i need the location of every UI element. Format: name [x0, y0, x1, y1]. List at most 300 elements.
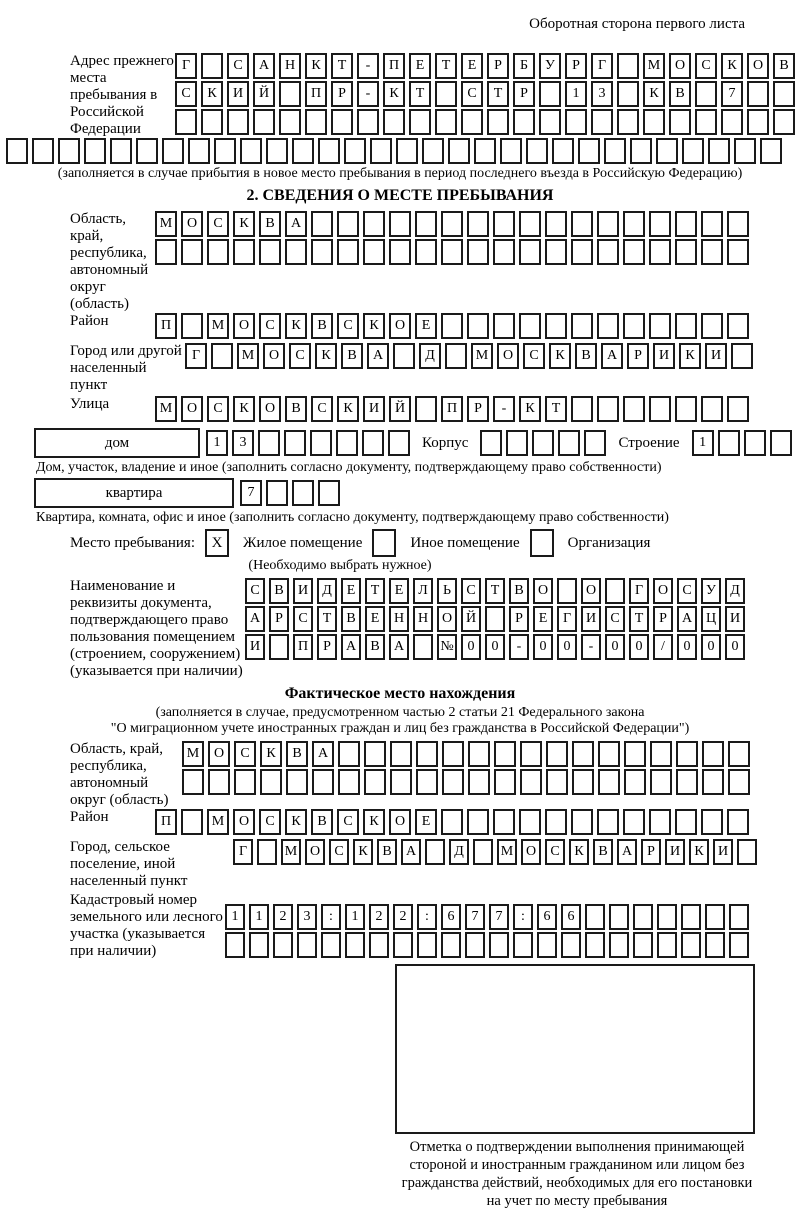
char-box: В — [311, 809, 333, 835]
char-box — [744, 430, 766, 456]
char-box: И — [705, 343, 727, 369]
char-box: К — [519, 396, 541, 422]
char-box — [465, 932, 485, 958]
char-box — [331, 109, 353, 135]
char-box — [701, 211, 723, 237]
char-box: С — [337, 809, 359, 835]
stamp-caption-line-1: Отметка о подтверждении выполнения принимающей — [409, 1139, 745, 1155]
char-box: 0 — [605, 634, 625, 660]
char-box — [675, 211, 697, 237]
char-box — [729, 932, 749, 958]
char-box: 3 — [232, 430, 254, 456]
document-label: Наименование и реквизиты документа, подтверждающего право пользования помещением (строением, сооружением) (указывается при наличии) — [70, 578, 243, 679]
char-box: Т — [409, 81, 431, 107]
char-box — [657, 904, 677, 930]
char-box: 0 — [461, 634, 481, 660]
char-box — [701, 396, 723, 422]
char-box: Р — [653, 606, 673, 632]
char-box: О — [497, 343, 519, 369]
char-box — [657, 932, 677, 958]
char-box: Г — [557, 606, 577, 632]
char-box — [292, 138, 314, 164]
char-box: О — [233, 313, 255, 339]
char-box: В — [286, 741, 308, 767]
char-box — [727, 239, 749, 265]
char-box: П — [305, 81, 327, 107]
char-box — [728, 769, 750, 795]
char-box — [269, 634, 289, 660]
char-box — [441, 809, 463, 835]
char-box: К — [305, 53, 327, 79]
korpus-cells — [480, 430, 606, 456]
char-box — [364, 769, 386, 795]
char-box — [650, 741, 672, 767]
char-box — [338, 741, 360, 767]
prev-address-caption: (заполняется в случае прибытия в новое место пребывания в период последнего въезда в Российскую Федерацию) — [57, 166, 743, 181]
char-box — [249, 932, 269, 958]
char-box — [681, 904, 701, 930]
char-box: 7 — [465, 904, 485, 930]
char-box — [461, 109, 483, 135]
char-box — [649, 809, 671, 835]
fact-gorod-row — [233, 839, 757, 865]
char-box — [539, 109, 561, 135]
char-box: В — [593, 839, 613, 865]
char-box — [279, 109, 301, 135]
char-box: Г — [233, 839, 253, 865]
char-box — [310, 430, 332, 456]
char-box: 2 — [393, 904, 413, 930]
raion-row — [155, 313, 749, 339]
char-box: М — [643, 53, 665, 79]
char-box — [731, 343, 753, 369]
char-box — [493, 809, 515, 835]
char-box: П — [155, 313, 177, 339]
char-box — [565, 109, 587, 135]
char-box — [571, 396, 593, 422]
char-box: С — [329, 839, 349, 865]
char-box — [623, 211, 645, 237]
stamp-caption — [388, 1138, 766, 1210]
char-box — [258, 430, 280, 456]
char-box — [233, 239, 255, 265]
char-box — [467, 809, 489, 835]
kvartira-cells — [240, 480, 340, 506]
char-box — [84, 138, 106, 164]
char-box — [337, 239, 359, 265]
stamp-caption-line-2: стороной и иностранным гражданином или лицом без — [409, 1157, 745, 1173]
char-box: И — [363, 396, 385, 422]
char-box — [494, 741, 516, 767]
char-box — [727, 313, 749, 339]
mesto-note: (Необходимо выбрать нужное) — [248, 558, 432, 573]
char-box — [506, 430, 528, 456]
char-box: К — [337, 396, 359, 422]
char-box — [598, 769, 620, 795]
char-box: 0 — [677, 634, 697, 660]
char-box: О — [181, 396, 203, 422]
char-box: У — [701, 578, 721, 604]
char-box — [747, 81, 769, 107]
fact-caption-1: (заполняется в случае, предусмотренном частью 2 статьи 21 Федерального закона — [155, 705, 645, 720]
char-box: М — [497, 839, 517, 865]
ulitsa-row — [155, 396, 749, 422]
char-box: Д — [449, 839, 469, 865]
char-box — [729, 904, 749, 930]
char-box — [630, 138, 652, 164]
char-box — [110, 138, 132, 164]
char-box — [650, 769, 672, 795]
char-box: Б — [513, 53, 535, 79]
char-box — [344, 138, 366, 164]
char-box — [182, 769, 204, 795]
char-box — [597, 239, 619, 265]
char-box — [708, 138, 730, 164]
char-box — [445, 343, 467, 369]
char-box: Р — [627, 343, 649, 369]
char-box: П — [293, 634, 313, 660]
char-box: Т — [629, 606, 649, 632]
field-fact-oblast — [0, 741, 800, 809]
char-box: М — [237, 343, 259, 369]
char-box: О — [521, 839, 541, 865]
document-row-3 — [245, 634, 745, 660]
char-box — [656, 138, 678, 164]
char-box — [467, 211, 489, 237]
char-box — [285, 239, 307, 265]
prev-address-row-3 — [175, 109, 795, 135]
char-box: М — [207, 313, 229, 339]
char-box — [532, 430, 554, 456]
char-box: Т — [485, 578, 505, 604]
char-box — [557, 578, 577, 604]
char-box — [279, 81, 301, 107]
char-box — [286, 769, 308, 795]
char-box — [571, 239, 593, 265]
char-box — [585, 904, 605, 930]
dom-named-box: дом — [34, 428, 200, 458]
char-box — [597, 313, 619, 339]
char-box: В — [365, 634, 385, 660]
char-box — [747, 109, 769, 135]
char-box — [734, 138, 756, 164]
char-box: Г — [629, 578, 649, 604]
char-box: Г — [591, 53, 613, 79]
prev-address-row-1 — [175, 53, 795, 79]
oblast-label: Область, край, республика, автономный округ (область) — [70, 211, 149, 312]
char-box: 0 — [557, 634, 577, 660]
char-box: О — [233, 809, 255, 835]
char-box — [675, 809, 697, 835]
char-box — [136, 138, 158, 164]
char-box — [624, 769, 646, 795]
char-box: О — [263, 343, 285, 369]
char-box — [721, 109, 743, 135]
char-box: И — [665, 839, 685, 865]
char-box — [441, 313, 463, 339]
char-box — [201, 53, 223, 79]
char-box: К — [383, 81, 405, 107]
char-box: А — [341, 634, 361, 660]
char-box — [415, 211, 437, 237]
char-box: Й — [461, 606, 481, 632]
char-box: - — [509, 634, 529, 660]
char-box: И — [245, 634, 265, 660]
char-box — [552, 138, 574, 164]
char-box — [370, 138, 392, 164]
char-box — [520, 741, 542, 767]
char-box — [493, 313, 515, 339]
char-box — [409, 109, 431, 135]
char-box: Г — [185, 343, 207, 369]
char-box: - — [357, 81, 379, 107]
char-box: В — [311, 313, 333, 339]
char-box — [363, 211, 385, 237]
char-box: С — [245, 578, 265, 604]
char-box: Г — [175, 53, 197, 79]
char-box: В — [575, 343, 597, 369]
char-box — [609, 904, 629, 930]
char-box: С — [227, 53, 249, 79]
char-box: 7 — [721, 81, 743, 107]
fact-oblast-row-2 — [182, 769, 750, 795]
char-box — [675, 396, 697, 422]
stroenie-cells — [692, 430, 792, 456]
char-box — [561, 932, 581, 958]
char-box — [474, 138, 496, 164]
char-box — [526, 138, 548, 164]
checkbox-inoe-pomeshchenie — [372, 529, 396, 557]
kadastr-label: Кадастровый номер земельного или лесного участка (указывается при наличии) — [70, 892, 223, 959]
row-kvartira — [34, 478, 800, 508]
oblast-row-1 — [155, 211, 749, 237]
char-box — [257, 839, 277, 865]
char-box: О — [653, 578, 673, 604]
kvartira-named-box: квартира — [34, 478, 234, 508]
char-box — [362, 430, 384, 456]
char-box: / — [653, 634, 673, 660]
char-box: С — [695, 53, 717, 79]
char-box: С — [461, 578, 481, 604]
char-box — [649, 313, 671, 339]
char-box — [705, 904, 725, 930]
char-box: О — [181, 211, 203, 237]
char-box — [519, 809, 541, 835]
char-box: С — [207, 396, 229, 422]
fact-oblast-label: Область, край, республика, автономный округ (область) — [70, 741, 169, 808]
char-box: О — [208, 741, 230, 767]
char-box — [305, 109, 327, 135]
char-box: А — [389, 634, 409, 660]
char-box — [435, 81, 457, 107]
char-box: В — [341, 606, 361, 632]
char-box: С — [677, 578, 697, 604]
char-box — [441, 211, 463, 237]
char-box: П — [441, 396, 463, 422]
raion-label: Район — [70, 313, 109, 329]
char-box: Т — [545, 396, 567, 422]
field-prev-address — [0, 53, 800, 138]
char-box: : — [417, 904, 437, 930]
char-box — [364, 741, 386, 767]
char-box — [572, 741, 594, 767]
char-box: А — [677, 606, 697, 632]
char-box: В — [669, 81, 691, 107]
char-box: П — [383, 53, 405, 79]
char-box: Ь — [437, 578, 457, 604]
char-box — [558, 430, 580, 456]
char-box — [207, 239, 229, 265]
fact-gorod-label: Город, сельское поселение, иной населенный пункт — [70, 839, 188, 889]
char-box: 2 — [273, 904, 293, 930]
char-box — [545, 809, 567, 835]
char-box — [208, 769, 230, 795]
char-box — [211, 343, 233, 369]
char-box: С — [207, 211, 229, 237]
char-box — [388, 430, 410, 456]
char-box: К — [353, 839, 373, 865]
char-box — [649, 211, 671, 237]
char-box: Л — [413, 578, 433, 604]
char-box — [727, 211, 749, 237]
char-box — [318, 480, 340, 506]
char-box — [473, 839, 493, 865]
char-box — [284, 430, 306, 456]
stroenie-label: Строение — [618, 435, 680, 451]
prev-address-label: Адрес прежнего места пребывания в Российской Федерации — [70, 53, 174, 137]
char-box: Р — [641, 839, 661, 865]
char-box — [175, 109, 197, 135]
char-box: К — [569, 839, 589, 865]
char-box — [727, 809, 749, 835]
char-box — [669, 109, 691, 135]
fact-raion-label: Район — [70, 809, 109, 825]
char-box — [467, 239, 489, 265]
char-box — [338, 769, 360, 795]
field-fact-raion — [0, 809, 800, 837]
document-row-2 — [245, 606, 745, 632]
char-box: У — [539, 53, 561, 79]
char-box: Ц — [701, 606, 721, 632]
oblast-row-2 — [155, 239, 749, 265]
char-box — [225, 932, 245, 958]
char-box — [623, 809, 645, 835]
ulitsa-label: Улица — [70, 396, 110, 412]
char-box: 2 — [369, 904, 389, 930]
char-box: Е — [533, 606, 553, 632]
char-box: К — [285, 809, 307, 835]
char-box: О — [437, 606, 457, 632]
char-box — [32, 138, 54, 164]
char-box — [545, 239, 567, 265]
char-box — [345, 932, 365, 958]
char-box: К — [721, 53, 743, 79]
char-box — [695, 81, 717, 107]
char-box: 1 — [206, 430, 228, 456]
char-box: Н — [279, 53, 301, 79]
char-box: Т — [487, 81, 509, 107]
char-box: : — [513, 904, 533, 930]
char-box — [188, 138, 210, 164]
char-box — [390, 741, 412, 767]
char-box: С — [523, 343, 545, 369]
char-box: А — [245, 606, 265, 632]
char-box: Й — [253, 81, 275, 107]
char-box — [728, 741, 750, 767]
char-box: 0 — [533, 634, 553, 660]
char-box: В — [509, 578, 529, 604]
char-box: В — [377, 839, 397, 865]
char-box: Д — [317, 578, 337, 604]
char-box: 1 — [565, 81, 587, 107]
char-box — [266, 480, 288, 506]
char-box — [318, 138, 340, 164]
option-label-organizatsiya: Организация — [567, 534, 651, 551]
char-box — [311, 239, 333, 265]
stamp-caption-line-4: на учет по месту пребывания — [486, 1193, 668, 1209]
char-box: Й — [389, 396, 411, 422]
char-box — [649, 396, 671, 422]
char-box: К — [233, 396, 255, 422]
char-box — [675, 313, 697, 339]
char-box — [214, 138, 236, 164]
char-box — [519, 211, 541, 237]
char-box — [337, 211, 359, 237]
char-box: 0 — [725, 634, 745, 660]
char-box — [546, 769, 568, 795]
char-box — [363, 239, 385, 265]
char-box: - — [581, 634, 601, 660]
char-box: О — [669, 53, 691, 79]
char-box: В — [269, 578, 289, 604]
row-mesto-prebyvaniya — [70, 528, 800, 558]
char-box — [448, 138, 470, 164]
char-box: К — [285, 313, 307, 339]
char-box: 6 — [561, 904, 581, 930]
kadastr-row-1 — [225, 904, 749, 930]
char-box: С — [175, 81, 197, 107]
char-box — [571, 809, 593, 835]
char-box — [441, 932, 461, 958]
char-box: И — [725, 606, 745, 632]
char-box — [604, 138, 626, 164]
char-box: Р — [565, 53, 587, 79]
char-box: Р — [487, 53, 509, 79]
char-box — [396, 138, 418, 164]
char-box: 3 — [297, 904, 317, 930]
prev-address-row-2 — [175, 81, 795, 107]
option-label-zhiloe: Жилое помещение — [243, 534, 363, 551]
char-box: 1 — [225, 904, 245, 930]
char-box: О — [389, 313, 411, 339]
char-box — [633, 904, 653, 930]
char-box: А — [285, 211, 307, 237]
char-box: К — [689, 839, 709, 865]
stamp-caption-line-3: гражданства действий, необходимых для его постановки — [401, 1175, 753, 1191]
char-box: Т — [435, 53, 457, 79]
fact-title: Фактическое место нахождения — [284, 685, 516, 702]
char-box: Т — [331, 53, 353, 79]
char-box — [415, 396, 437, 422]
char-box — [623, 313, 645, 339]
char-box — [624, 741, 646, 767]
char-box — [676, 741, 698, 767]
char-box — [442, 769, 464, 795]
char-box: 6 — [537, 904, 557, 930]
korpus-label: Корпус — [422, 435, 469, 451]
char-box: Е — [461, 53, 483, 79]
char-box: - — [493, 396, 515, 422]
